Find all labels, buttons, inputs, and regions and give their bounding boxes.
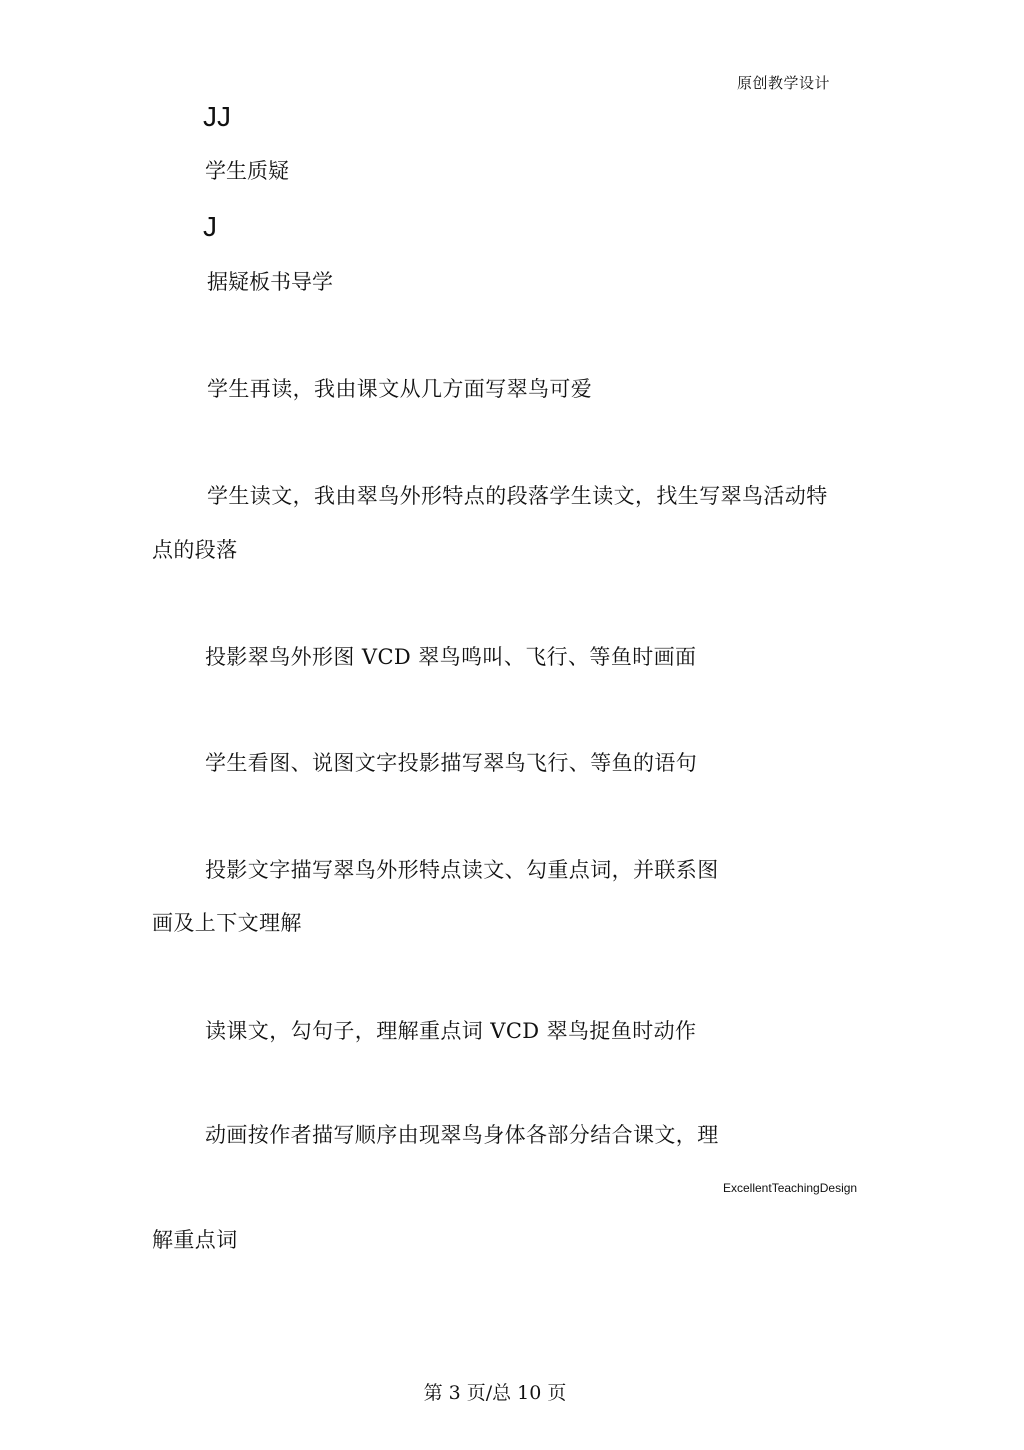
paragraph-line: 投影翠鸟外形图 VCD 翠鸟鸣叫、飞行、等鱼时画面	[205, 645, 697, 669]
paragraph-line: 动画按作者描写顺序由现翠鸟身体各部分结合课文，理	[205, 1123, 719, 1147]
footer-english-label: ExcellentTeachingDesign	[723, 1181, 858, 1195]
paragraph-line: 画及上下文理解	[152, 911, 302, 935]
paragraph-line: 读课文，勾句子，理解重点词 VCD 翠鸟捉鱼时动作	[205, 1019, 697, 1043]
text-student-question: 学生质疑	[205, 159, 289, 183]
header-label: 原创教学设计	[737, 74, 831, 92]
text-blackboard-guide: 据疑板书导学	[207, 270, 333, 294]
paragraph-line: 投影文字描写翠鸟外形特点读文、勾重点词，并联系图	[205, 858, 719, 882]
symbol-j: J	[203, 211, 217, 242]
paragraph-line: 学生再读，我由课文从几方面写翠鸟可爱	[207, 377, 593, 401]
paragraph-line: 解重点词	[152, 1228, 238, 1252]
paragraph-line: 学生读文，我由翠鸟外形特点的段落学生读文，找生写翠鸟活动特	[207, 484, 828, 508]
paragraph-line: 学生看图、说图文字投影描写翠鸟飞行、等鱼的语句	[205, 751, 698, 775]
page-number: 第 3 页/总 10 页	[423, 1382, 567, 1404]
paragraph-line: 点的段落	[152, 538, 238, 562]
symbol-jj: JJ	[203, 101, 231, 132]
